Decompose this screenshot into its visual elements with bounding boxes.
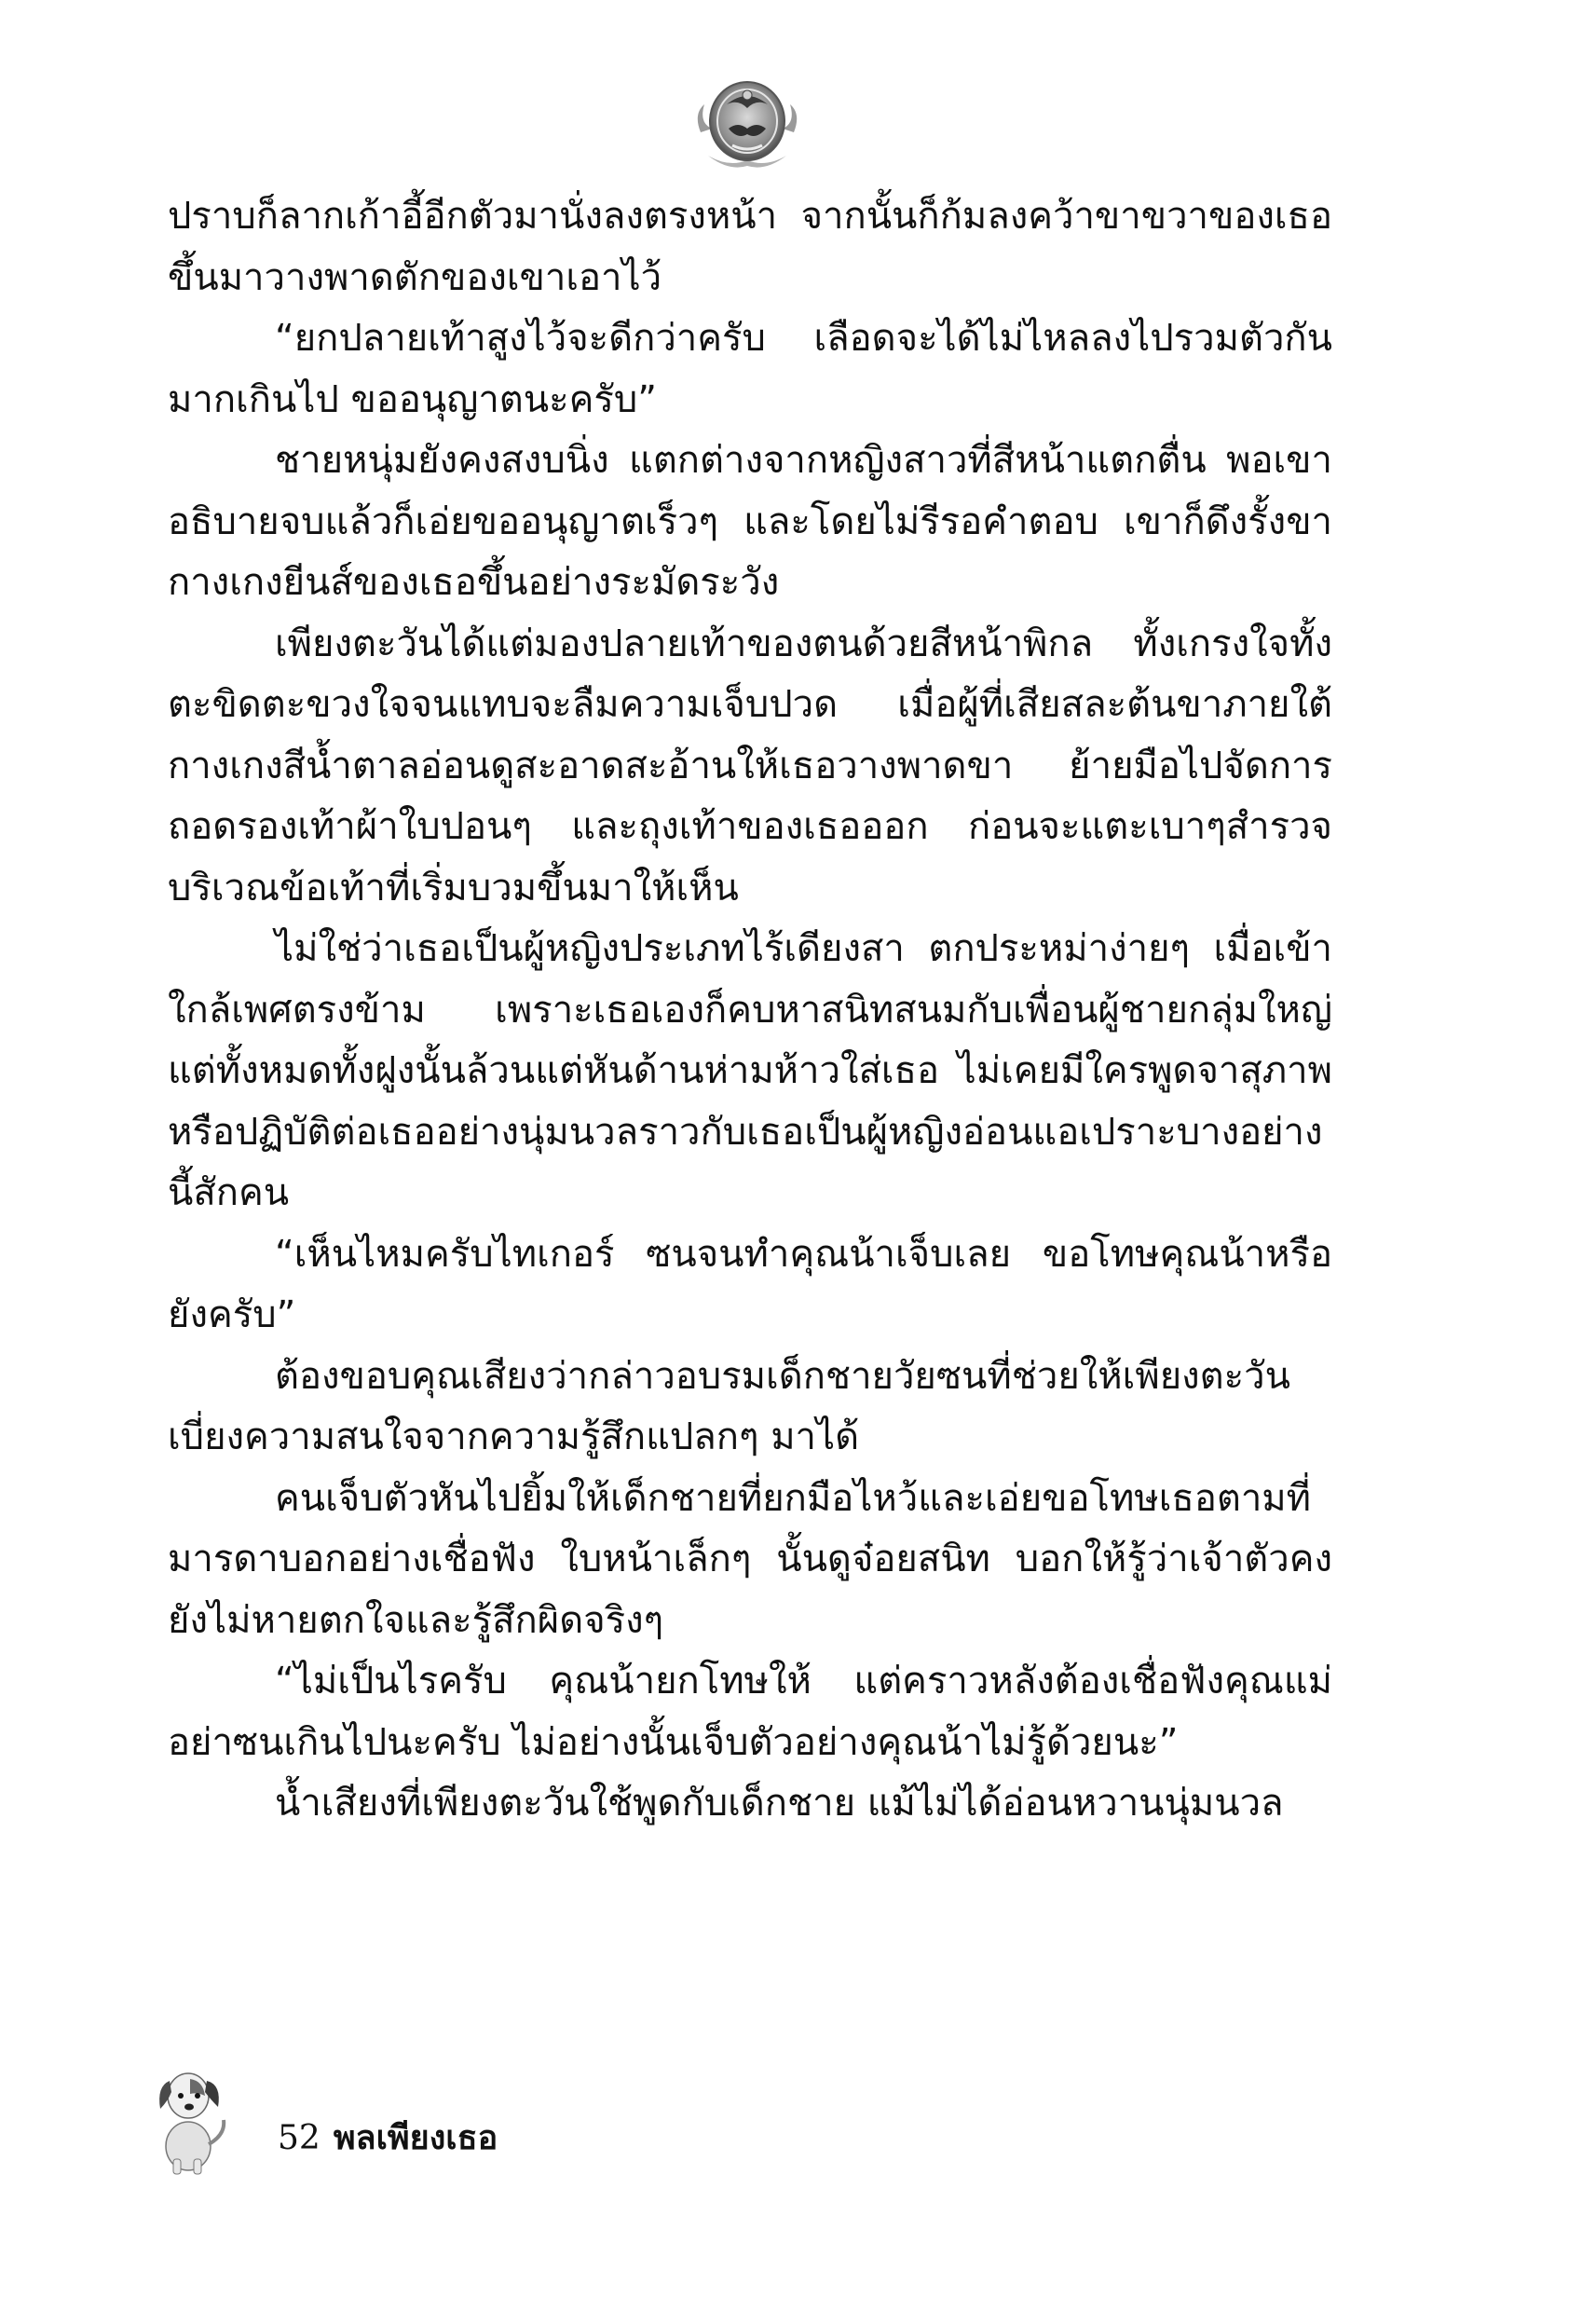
paragraph: “ยกปลายเท้าสูงไว้จะดีกว่าครับ เลือดจะได้ไม่ไหลลงไปรวมตัวกันมากเกินไป ขออนุญาตนะครับ”: [168, 317, 1332, 421]
page-number: 52: [278, 2119, 321, 2157]
book-title: พลเพียงเธอ: [333, 2119, 498, 2157]
puppy-dog-icon: [149, 2055, 233, 2176]
crest-icon: [691, 67, 803, 171]
ornamental-crest-logo: [691, 67, 803, 171]
paragraph: ต้องขอบคุณเสียงว่ากล่าวอบรมเด็กชายวัยซนที่ช่วยให้เพียงตะวันเบี่ยงความสนใจจากความรู้สึกแปลกๆ มาได้: [168, 1354, 1290, 1458]
paragraph: เพียงตะวันได้แต่มองปลายเท้าของตนด้วยสีหน้าพิกล ทั้งเกรงใจทั้งตะขิดตะขวงใจจนแทบจะลืมความเจ็บปวด เมื่อผู้ที่เสียสละต้นขาภายใต้กางเกงสีน้ำตาลอ่อนดูสะอาดสะอ้านให้เธอวางพาดขา ย้ายมือไปจัดการถอดรองเท้าผ้าใบปอนๆ และถุงเท้าของเธอออก ก่อนจะแตะเบาๆสำรวจบริเวณข้อเท้าที่เริ่มบวมขึ้นมาให้เห็น: [168, 622, 1332, 909]
page-footer: [149, 2055, 708, 2185]
paragraph: น้ำเสียงที่เพียงตะวันใช้พูดกับเด็กชาย แม้ไม่ได้อ่อนหวานนุ่มนวล: [275, 1782, 1284, 1825]
paragraph: “เห็นไหมครับไทเกอร์ ซนจนทำคุณน้าเจ็บเลย ขอโทษคุณน้าหรือยังครับ”: [168, 1232, 1332, 1336]
body-text: [168, 186, 1332, 1835]
paragraph: ชายหนุ่มยังคงสงบนิ่ง แตกต่างจากหญิงสาวที่สีหน้าแตกตื่น พอเขาอธิบายจบแล้วก็เอ่ยขออนุญาตเร็วๆ และโดยไม่รีรอคำตอบ เขาก็ดึงรั้งขากางเกงยีนส์ของเธอขึ้นอย่างระมัดระวัง: [168, 439, 1332, 604]
folio: [278, 2118, 498, 2159]
paragraph: ไม่ใช่ว่าเธอเป็นผู้หญิงประเภทไร้เดียงสา ตกประหม่าง่ายๆ เมื่อเข้าใกล้เพศตรงข้าม เพราะเธอเองก็คบหาสนิทสนมกับเพื่อนผู้ชายกลุ่มใหญ่ แต่ทั้งหมดทั้งฝูงนั้นล้วนแต่หันด้านห่ามห้าวใส่เธอ ไม่เคยมีใครพูดจาสุภาพ หรือปฏิบัติต่อเธออย่างนุ่มนวลราวกับเธอเป็นผู้หญิงอ่อนแอเปราะบางอย่างนี้สักคน: [168, 927, 1332, 1214]
paragraph: “ไม่เป็นไรครับ คุณน้ายกโทษให้ แต่คราวหลังต้องเชื่อฟังคุณแม่อย่าซนเกินไปนะครับ ไม่อย่างนั้นเจ็บตัวอย่างคุณน้าไม่รู้ด้วยนะ”: [168, 1660, 1332, 1764]
paragraph: ปราบก็ลากเก้าอี้อีกตัวมานั่งลงตรงหน้า จากนั้นก็ก้มลงคว้าขาขวาของเธอขึ้นมาวางพาดตักของเขาเอาไว้: [168, 195, 1332, 299]
paragraph: คนเจ็บตัวหันไปยิ้มให้เด็กชายที่ยกมือไหว้และเอ่ยขอโทษเธอตามที่มารดาบอกอย่างเชื่อฟัง ใบหน้าเล็กๆ นั้นดูจ๋อยสนิท บอกให้รู้ว่าเจ้าตัวคงยังไม่หายตกใจและรู้สึกผิดจริงๆ: [168, 1476, 1332, 1642]
